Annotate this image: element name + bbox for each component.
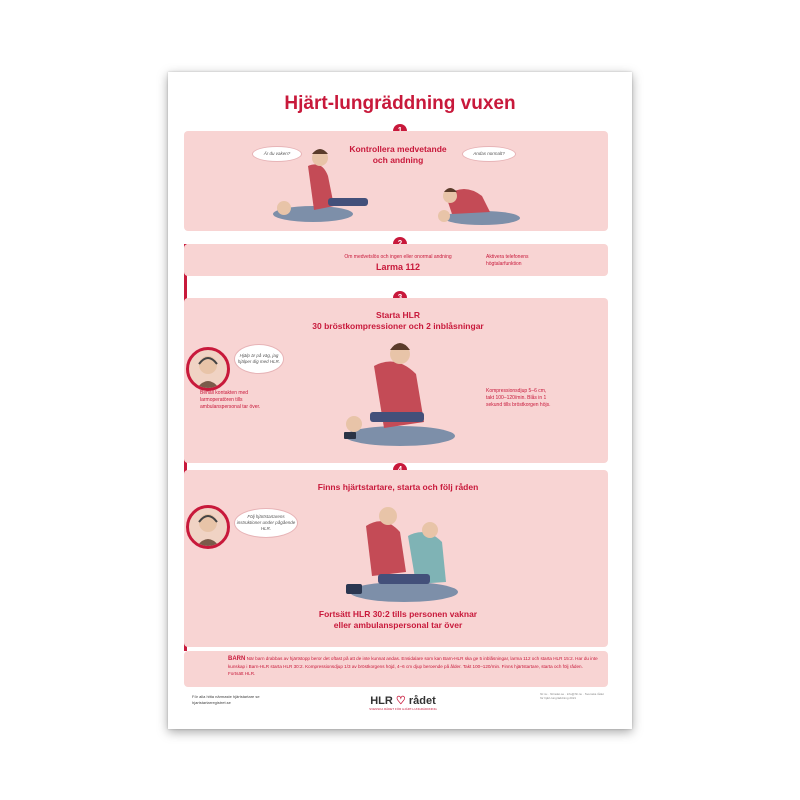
step-1-bubble-left: Är du vaken? xyxy=(252,146,302,162)
barn-block xyxy=(228,655,598,678)
aed-illustration xyxy=(344,500,464,608)
barn-text: När barn drabbas av hjärtstopp beror det oftast på att de inte kunnat andas. Ensidalare som kan Barn-HLR ska ge 5 inblåsningar, larma 112 och starta HLR 15:2. Har du inte kunskap i Barn-HLR starta HLR 30:2. Kompressionsdjup 1/3 av bröstkorgens höjd, 4–6 cm djup beroende på ålder. Takt 100–120/min. Finns hjärtstartare, starta och följ råden. Fortsätt HLR. xyxy=(228,656,598,676)
step-1-heading-line1: Kontrollera medvetande xyxy=(349,144,447,154)
check-breathing-illustration xyxy=(432,176,522,228)
step-1-heading-line2: och andning xyxy=(372,155,424,166)
step-1-bubble-right: Andas normalt? xyxy=(462,146,516,162)
footer-left-text: För alla hitta närmaste hjärtstartare se hjartstartarregistret.se xyxy=(192,694,260,705)
step-4-bottom-line1: Fortsätt HLR 30:2 tills personen vaknar xyxy=(318,609,478,619)
heart-icon: ♡ xyxy=(395,695,406,707)
step-3-heading-line1: Starta HLR xyxy=(376,310,420,320)
step-4-bubble: Följ hjärtstartarens instruktioner under pågående HLR. xyxy=(234,508,298,538)
poster xyxy=(168,72,632,729)
step-2-note: Aktivera telefonens högtalarfunktion xyxy=(486,254,529,267)
step-2-condition: Om medvetslös och ingen eller onormal andning xyxy=(344,254,452,260)
logo-text-left: HLR xyxy=(370,695,393,707)
hlr-logo xyxy=(358,696,448,711)
step-3-bubble: Hjälp är på väg, jag hjälper dig med HLR. xyxy=(234,344,284,374)
dispatcher-avatar xyxy=(186,347,230,391)
step-3-left-note: Behåll kontakten med larmoperatören tills ambulanspersonal tar över. xyxy=(200,390,261,410)
logo-tagline: SVENSKA RÅDET FÖR HJÄRT-LUNGRÄDDNING xyxy=(369,707,437,711)
page-title: Hjärt-lungräddning vuxen xyxy=(284,93,516,114)
step-2-heading: Larma 112 xyxy=(375,262,421,272)
dispatcher-avatar-2 xyxy=(186,505,230,549)
logo-text-right: rådet xyxy=(408,695,436,707)
step-3-heading xyxy=(268,310,528,332)
step-4-bottom-line2: eller ambulanspersonal tar över xyxy=(333,620,463,631)
step-3-right-note: Kompressionsdjup 5–6 cm, takt 100–120/min. Blås in 1 sekund tills bröstkorgen höjs. xyxy=(486,388,551,408)
footer-right-text: hlr.nu · hlrradet.se · info@hlr.nu · Svenska rådet för hjärt-lungräddning 2021 xyxy=(540,692,604,701)
step-4-heading: Finns hjärtstartare, starta och följ råden xyxy=(317,482,479,492)
step-4-bottom xyxy=(268,609,528,631)
barn-label: BARN xyxy=(228,656,246,662)
check-consciousness-illustration xyxy=(268,146,378,226)
cpr-compressions-illustration xyxy=(340,336,460,454)
step-3-heading-line2: 30 bröstkompressioner och 2 inblåsningar xyxy=(312,321,484,332)
